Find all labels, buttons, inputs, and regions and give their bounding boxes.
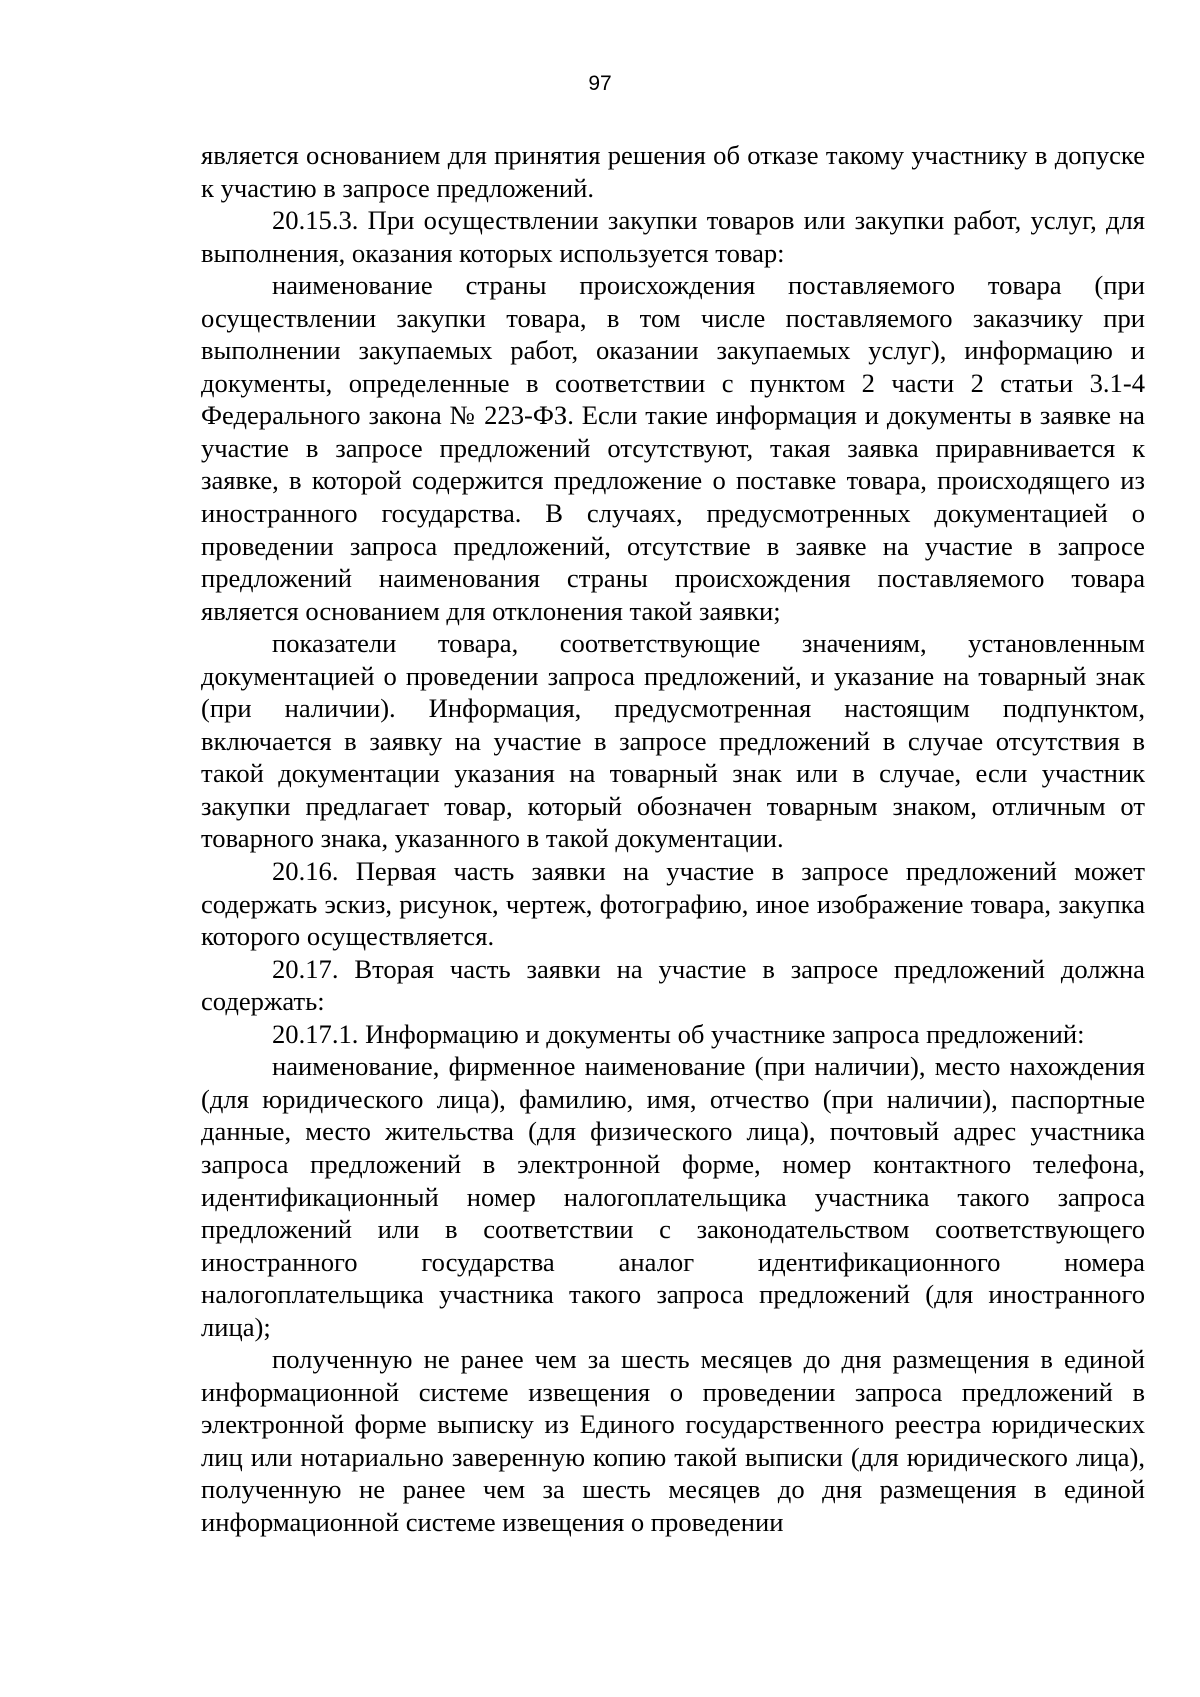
- paragraph-20-15-3: 20.15.3. При осуществлении закупки товаров или закупки работ, услуг, для выполнения, оказания которых используется товар:: [201, 205, 1145, 268]
- paragraph: наименование страны происхождения поставляемого товара (при осуществлении закупки товара, в том числе поставляемого заказчику при выполнении закупаемых работ, оказании закупаемых услуг), информацию и документы, определенные в соответствии с пунктом 2 части 2 статьи 3.1-4 Федерального закона № 223-ФЗ. Если такие информация и документы в заявке на участие в запросе предложений отсутствуют, такая заявка приравнивается к заявке, в которой содержится предложение о поставке товара, происходящего из иностранного государства. В случаях, предусмотренных документацией о проведении запроса предложений, отсутствие в заявке на участие в запросе предложений наименования страны происхождения поставляемого товара является основанием для отклонения такой заявки;: [201, 270, 1145, 626]
- document-body: [201, 139, 1145, 1539]
- paragraph: наименование, фирменное наименование (при наличии), место нахождения (для юридического лица), фамилию, имя, отчество (при наличии), паспортные данные, место жительства (для физического лица), почтовый адрес участника запроса предложений в электронной форме, номер контактного телефона, идентификационный номер налогоплательщика участника такого запроса предложений или в соответствии с законодательством соответствующего иностранного государства аналог идентификационного номера налогоплательщика участника такого запроса предложений (для иностранного лица);: [201, 1051, 1145, 1342]
- paragraph-20-16: 20.16. Первая часть заявки на участие в запросе предложений может содержать эскиз, рисунок, чертеж, фотографию, иное изображение товара, закупка которого осуществляется.: [201, 856, 1145, 952]
- paragraph-20-17-1: 20.17.1. Информацию и документы об участнике запроса предложений:: [272, 1018, 1085, 1049]
- paragraph: является основанием для принятия решения об отказе такому участнику в допуске к участию в запросе предложений.: [201, 140, 1145, 203]
- paragraph-20-17: 20.17. Вторая часть заявки на участие в запросе предложений должна содержать:: [201, 953, 1145, 1017]
- paragraph: показатели товара, соответствующие значениям, установленным документацией о проведении запроса предложений, и указание на товарный знак (при наличии). Информация, предусмотренная настоящим подпунктом, включается в заявку на участие в запросе предложений в случае отсутствия в такой документации указания на товарный знак или в случае, если участник закупки предлагает товар, который обозначен товарным знаком, отличным от товарного знака, указанного в такой документации.: [201, 628, 1145, 854]
- paragraph: полученную не ранее чем за шесть месяцев до дня размещения в единой информационной системе извещения о проведении запроса предложений в электронной форме выписку из Единого государственного реестра юридических лиц или нотариально заверенную копию такой выписки (для юридического лица), полученную не ранее чем за шесть месяцев до дня размещения в единой информационной системе извещения о проведении: [201, 1344, 1145, 1537]
- page-number: 97: [588, 72, 612, 95]
